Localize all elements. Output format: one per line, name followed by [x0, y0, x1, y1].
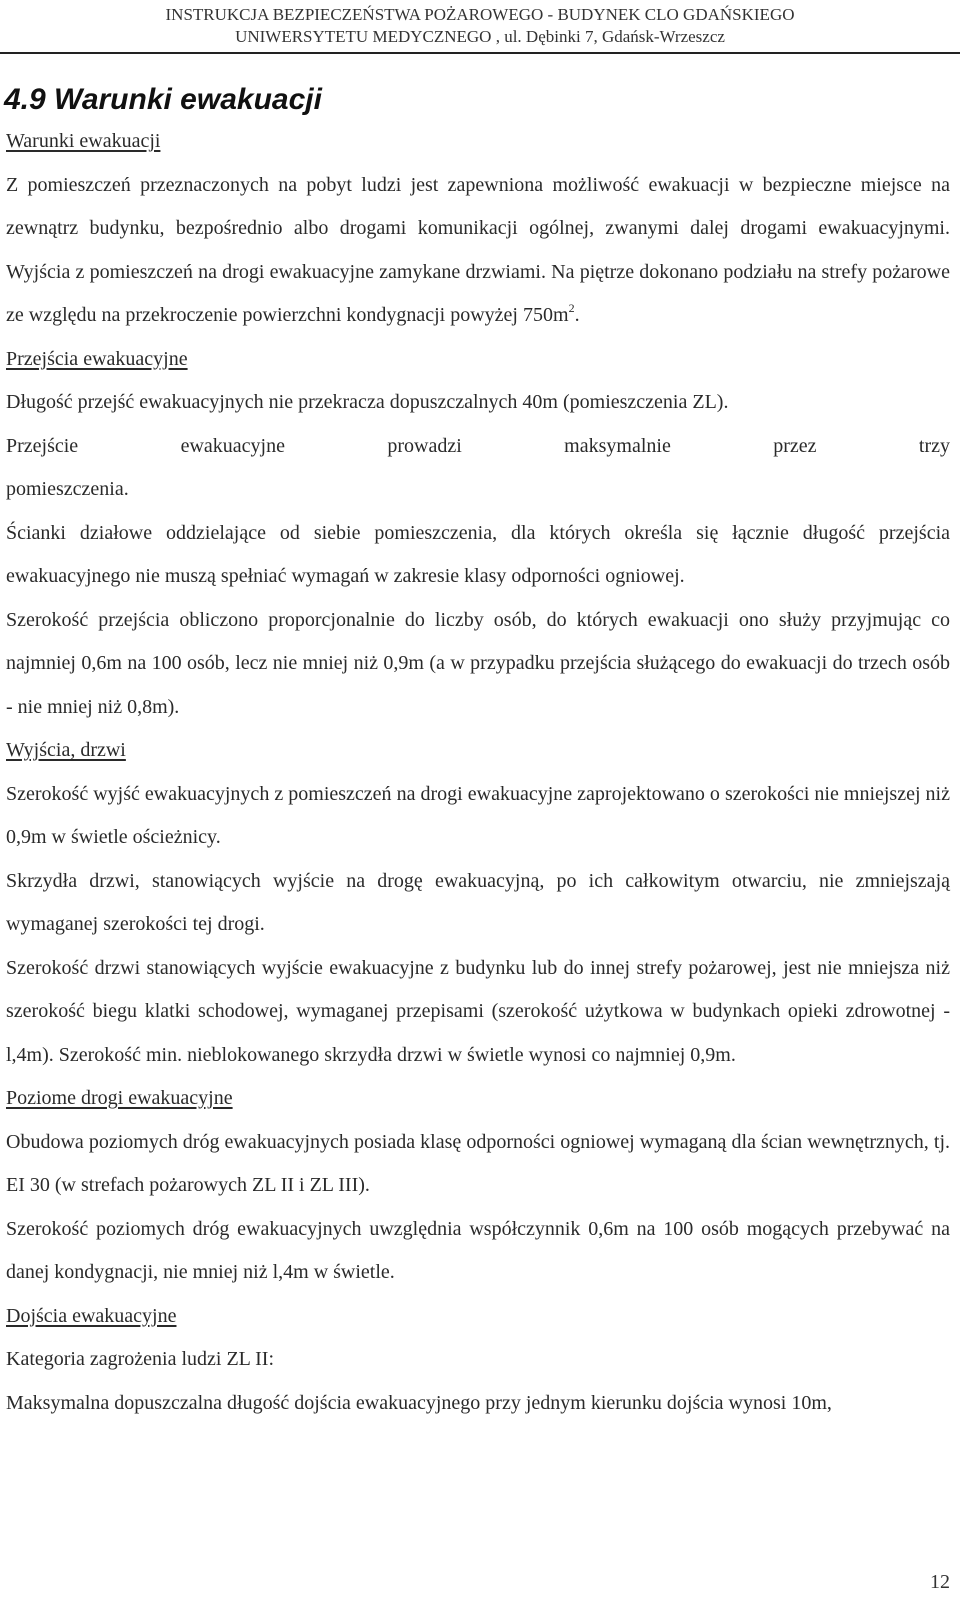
paragraph-passage-length: Długość przejść ewakuacyjnych nie przekracza dopuszczalnych 40m (pomieszczenia ZL). — [6, 391, 729, 413]
paragraph-partition-walls: Ścianki działowe oddzielające od siebie pomieszczenia, dla których określa się łącznie długość przejścia ewakuacyjnego nie muszą spełniać wymagań w zakresie klasy odporności ogniowej. — [6, 521, 950, 587]
subheading-dojscia: Dojścia ewakuacyjne — [6, 1304, 177, 1327]
paragraph-passage-width: Szerokość przejścia obliczono proporcjonalnie do liczby osób, do których ewakuacji ono służy przyjmując co najmniej 0,6m na 100 osób, lecz nie mniej niż 0,9m (a w przypadku przejścia służącego do ewakuacji do trzech osób - nie mniej niż 0,8m). — [6, 608, 950, 718]
paragraph-route-enclosure: Obudowa poziomych dróg ewakuacyjnych posiada klasę odporności ogniowej wymaganą dla ścian wewnętrznych, tj. EI 30 (w strefach pożarowych ZL II i ZL III). — [6, 1130, 950, 1196]
paragraph-passage-rooms: Przejście ewakuacyjne prowadzi maksymalnie przez trzy pomieszczenia. — [6, 434, 950, 500]
paragraph-evacuation-intro — [6, 164, 950, 338]
header-line-2: UNIWERSYTETU MEDYCZNEGO , ul. Dębinki 7, Gdańsk-Wrzeszcz — [235, 27, 725, 46]
superscript-area-unit: 2 — [568, 301, 575, 315]
page-number: 12 — [930, 1571, 950, 1593]
subheading-przejscia: Przejścia ewakuacyjne — [6, 347, 188, 370]
paragraph-door-width: Szerokość drzwi stanowiących wyjście ewakuacyjne z budynku lub do innej strefy pożarowej, jest nie mniejsza niż szerokość biegu klatki schodowej, wymaganej przepisami (szerokość użytkowa w budynkach opieki zdrowotnej - l,4m). Szerokość min. nieblokowanego skrzydła drzwi w świetle wynosi co najmniej 0,9m. — [6, 956, 950, 1066]
document-body — [6, 120, 950, 1425]
subheading-wyjscia-drzwi: Wyjścia, drzwi — [6, 739, 126, 761]
subheading-warunki-ewakuacji: Warunki ewakuacji — [6, 130, 161, 152]
subheading-poziome-drogi: Poziome drogi ewakuacyjne — [6, 1087, 233, 1109]
section-title: 4.9 Warunki ewakuacji — [4, 83, 322, 116]
paragraph-max-access-length: Maksymalna dopuszczalna długość dojścia ewakuacyjnego przy jednym kierunku dojścia wynosi 10m, — [6, 1391, 832, 1414]
paragraph-evacuation-intro-end: . — [574, 304, 580, 326]
header-line-1: INSTRUKCJA BEZPIECZEŃSTWA POŻAROWEGO - BUDYNEK CLO GDAŃSKIEGO — [165, 5, 795, 24]
paragraph-door-leaves: Skrzydła drzwi, stanowiących wyjście na drogę ewakuacyjną, po ich całkowitym otwarciu, nie zmniejszają wymaganej szerokości tej drogi. — [6, 869, 950, 935]
paragraph-evacuation-intro-text: Z pomieszczeń przeznaczonych na pobyt ludzi jest zapewniona możliwość ewakuacji w bezpieczne miejsce na zewnątrz budynku, bezpośrednio albo drogami komunikacji ogólnej, zwanymi dalej drogami ewakuacyjnymi. Wyjścia z pomieszczeń na drogi ewakuacyjne zamykane drzwiami. Na piętrze dokonano podziału na strefy pożarowe ze względu na przekroczenie powierzchni kondygnacji powyżej 750m — [6, 173, 950, 326]
page-header — [0, 4, 960, 48]
paragraph-exit-width: Szerokość wyjść ewakuacyjnych z pomieszczeń na drogi ewakuacyjne zaprojektowano o szerokości nie mniejszej niż 0,9m w świetle ościeżnicy. — [6, 782, 950, 848]
header-divider — [0, 52, 960, 54]
paragraph-risk-category: Kategoria zagrożenia ludzi ZL II: — [6, 1348, 275, 1370]
paragraph-route-width: Szerokość poziomych dróg ewakuacyjnych uwzględnia współczynnik 0,6m na 100 osób mogących przebywać na danej kondygnacji, nie mniej niż l,4m w świetle. — [6, 1217, 950, 1283]
